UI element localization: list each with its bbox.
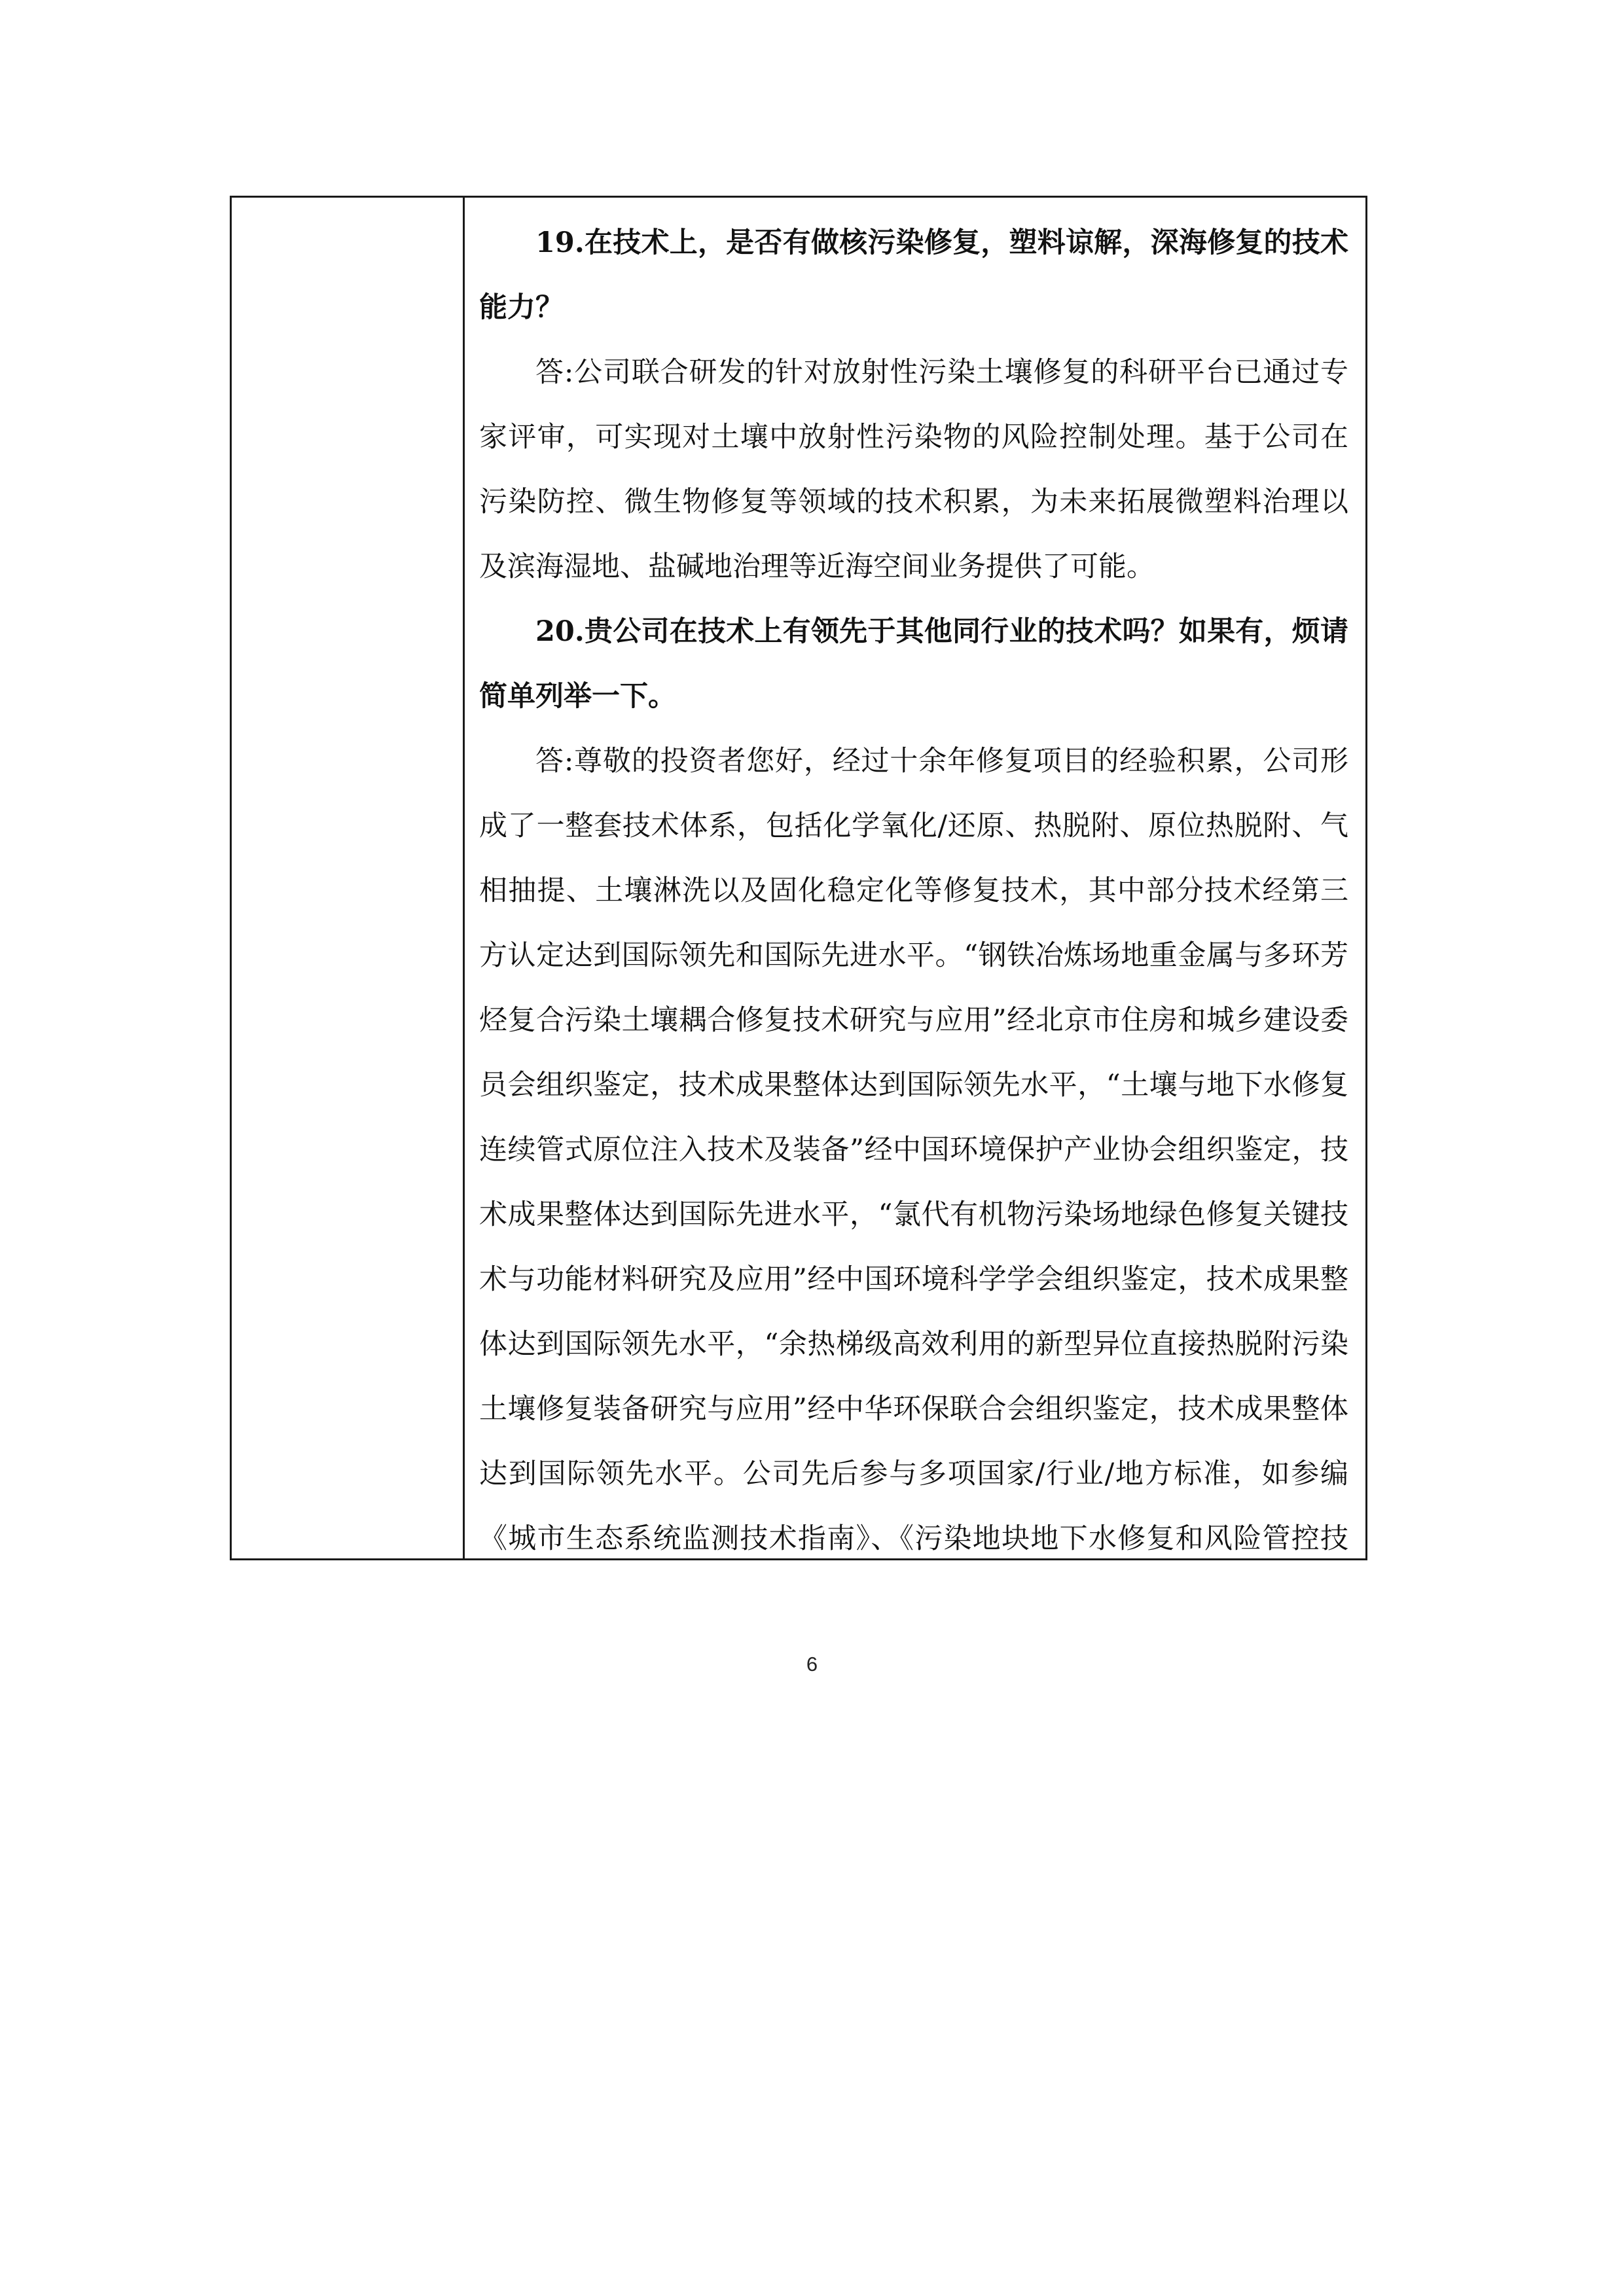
answer-19: 答:公司联合研发的针对放射性污染土壤修复的科研平台已通过专家评审，可实现对土壤中放射性污染物的风险控制处理。基于公司在污染防控、微生物修复等领域的技术积累，为未来拓展微塑料治理以及滨海湿地、盐碱地治理等近海空间业务提供了可能。 <box>479 356 1348 583</box>
content-table <box>230 196 1367 1560</box>
answer-20: 答:尊敬的投资者您好，经过十余年修复项目的经验积累，公司形成了一整套技术体系，包括化学氧化/还原、热脱附、原位热脱附、气相抽提、土壤淋洗以及固化稳定化等修复技术，其中部分技术经第三方认定达到国际领先和国际先进水平。“钢铁冶炼场地重金属与多环芳烃复合污染土壤耦合修复技术研究与应用”经北京市住房和城乡建设委员会组织鉴定，技术成果整体达到国际领先水平，“土壤与地下水修复连续管式原位注入技术及装备”经中国环境保护产业协会组织鉴定，技术成果整体达到国际先进水平，“氯代有机物污染场地绿色修复关键技术与功能材料研究及应用”经中国环境科学学会组织鉴定，技术成果整体达到国际领先水平，“余热梯级高效利用的新型异位直接热脱附污染土壤修复装备研究与应用”经中华环保联合会组织鉴定，技术成果整体达到国际领先水平。公司先后参与多项国家/行业/地方标准，如参编《城市生态系统监测技术指南》、《污染地块地下水修复和风险管控技 <box>479 745 1348 1555</box>
question-20: 20.贵公司在技术上有领先于其他同行业的技术吗？如果有，烦请简单列举一下。 <box>479 615 1348 713</box>
table-left-cell <box>232 198 465 1558</box>
page-number: 6 <box>806 1653 818 1676</box>
table-right-cell <box>465 198 1365 1558</box>
question-19: 19.在技术上，是否有做核污染修复，塑料谅解，深海修复的技术能力？ <box>479 226 1348 324</box>
